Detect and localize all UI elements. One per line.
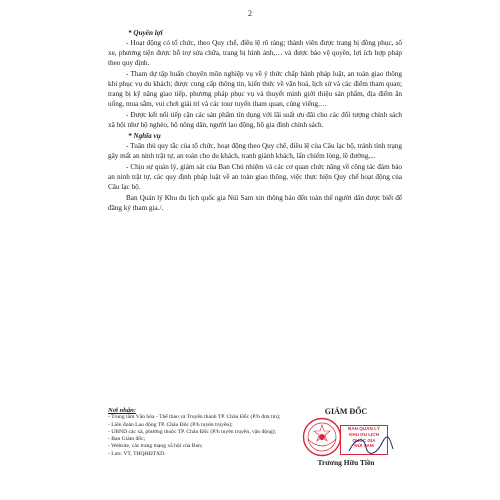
rights-paragraph-3: - Được kết nối tiếp cận các sản phẩm tín dụng với lãi suất ưu đãi cho các đối tượng chính sách xã hội như hộ nghèo, hộ nông dân, người lao động, hộ gia đình chính sách. [108, 111, 402, 129]
recipient-line: - Ban Giám đốc; [108, 436, 146, 443]
duties-paragraph-1: - Tuân thủ quy tắc của tổ chức, hoạt động theo Quy chế, điều lệ của Câu lạc bộ, tránh tình trạng gây mất an ninh trật tự, an toàn cho du khách, tranh giành khách, lấn chiếm lòng, lề đường,... [108, 142, 402, 160]
stamp-line: QUỐC GIA [352, 437, 376, 443]
recipient-line: - Lưu: VT, THQHĐTXD. [108, 450, 166, 457]
duties-paragraph-2: - Chịu sự quản lý, giám sát của Ban Chủ nhiệm và các cơ quan chức năng về công tác đảm bảo an ninh trật tự, các quy định pháp luật về an toàn giao thông, việc thực hiện Quy chế hoạt động của Câu lạc bộ. [108, 163, 402, 191]
rights-paragraph-2: - Tham dự tập huấn chuyên môn nghiệp vụ về ý thức chấp hành pháp luật, an toàn giao thông khi phục vụ du khách; được cung cấp thông tin, kiến thức về văn hoá, lịch sử và các điểm tham quan; trang bị kỹ năng giao tiếp, phương pháp phục vụ và thuyết minh giới thiệu sản phẩm, địa điểm ăn uống, mua sắm, vui chơi giải trí và các tour tuyến tham quan, cúng viếng,… [108, 70, 402, 108]
signer-role: GIÁM ĐỐC [324, 407, 368, 416]
recipient-line: - Website, các trang mạng xã hội của Ban; [108, 443, 203, 450]
signature-block [286, 407, 406, 467]
handwritten-signature-icon [346, 435, 396, 457]
official-seal-icon [302, 417, 342, 457]
stamp-line: NÚI SAM [354, 443, 374, 449]
stamp-line: KHU DU LỊCH [349, 431, 379, 437]
document-body [108, 28, 402, 214]
duties-heading: * Nghĩa vụ [128, 132, 161, 140]
recipient-line: - Liên đoàn Lao động TP. Châu Đốc (P/h tuyên truyền); [108, 421, 233, 428]
stamp-line: BAN QUẢN LÝ [348, 426, 380, 431]
rights-heading: * Quyền lợi [128, 29, 163, 37]
recipients-block [108, 407, 283, 458]
recipient-line: - Trung tâm Văn hóa - Thể thao và Truyền thanh TP. Châu Đốc (P/h đưa tin); [108, 414, 281, 421]
page-number: 2 [248, 9, 252, 18]
rights-paragraph-1: - Hoạt động có tổ chức, theo Quy chế, điều lệ rõ ràng; thành viên được trang bị đồng phục, số xe, phương tiện được hỗ trợ sửa chữa, trang bị hình ảnh,… và được bảo vệ quyền, lợi ích hợp pháp theo quy định. [108, 39, 402, 67]
recipients-title: Nơi nhận: [108, 407, 136, 414]
closing-paragraph: Ban Quản lý Khu du lịch quốc gia Núi Sam xin thông báo đến toàn thể người dân được biết để đăng ký tham gia./. [108, 194, 402, 212]
signer-name: Trương Hữu Tiền [317, 458, 375, 467]
recipient-line: - UBND các xã, phường thuộc TP. Châu Đốc (P/h tuyên truyền, vận động); [108, 428, 277, 435]
